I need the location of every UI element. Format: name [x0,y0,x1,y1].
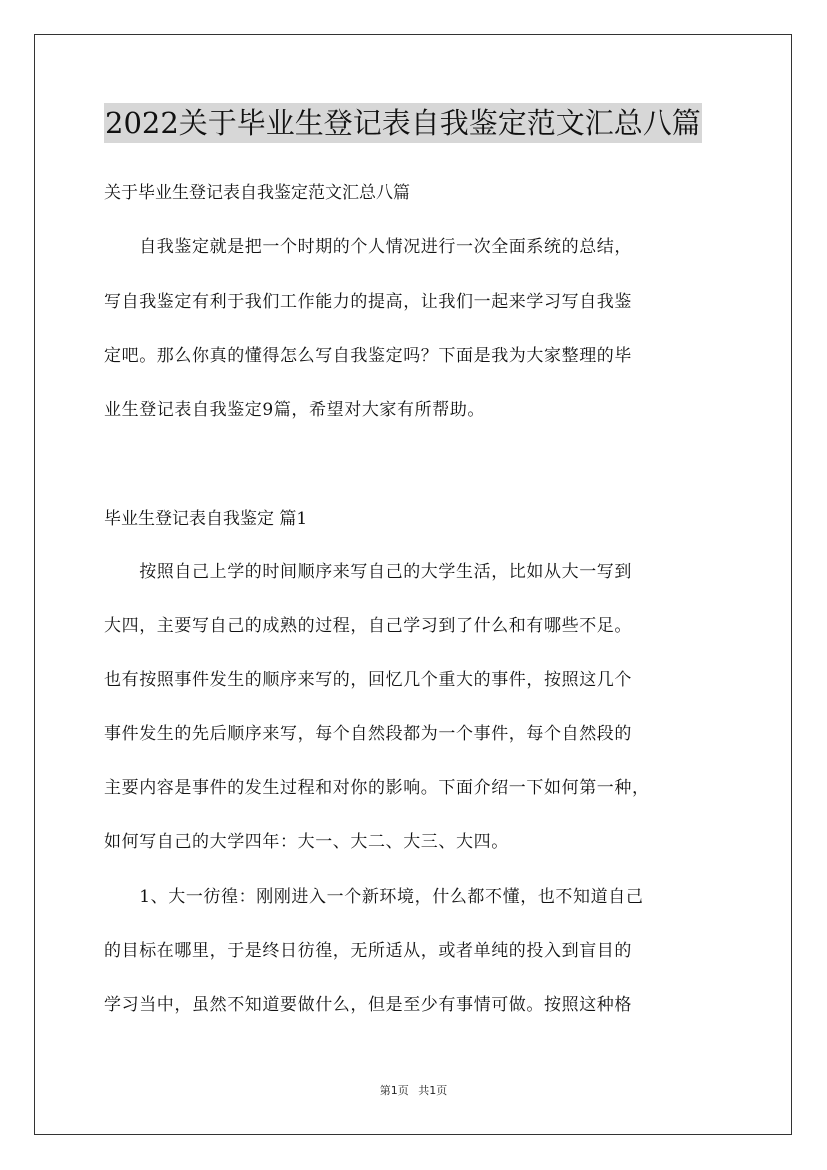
body-line: 学习当中，虽然不知道要做什么，但是至少有事情可做。按照这种格 [104,995,632,1015]
document-title: 2022关于毕业生登记表自我鉴定范文汇总八篇 [104,103,702,143]
document-subtitle: 关于毕业生登记表自我鉴定范文汇总八篇 [104,183,410,203]
body-line: 如何写自己的大学四年：大一、大二、大三、大四。 [104,832,509,852]
body-line: 按照自己上学的时间顺序来写自己的大学生活，比如从大一写到 [104,562,632,582]
body-line: 大四，主要写自己的成熟的过程，自己学习到了什么和有哪些不足。 [104,616,632,636]
intro-line: 自我鉴定就是把一个时期的个人情况进行一次全面系统的总结， [104,237,632,257]
page-footer [0,1083,827,1099]
intro-line: 写自我鉴定有利于我们工作能力的提高，让我们一起来学习写自我鉴 [104,292,632,312]
page-total: 共1页 [418,1084,448,1097]
body-line: 主要内容是事件的发生过程和对你的影响。下面介绍一下如何第一种， [104,778,650,798]
body-line: 的目标在哪里，于是终日彷徨，无所适从，或者单纯的投入到盲目的 [104,941,632,961]
intro-line: 定吧。那么你真的懂得怎么写自我鉴定吗？下面是我为大家整理的毕 [104,346,632,366]
section-heading: 毕业生登记表自我鉴定 篇1 [104,509,308,529]
body-line: 也有按照事件发生的顺序来写的，回忆几个重大的事件，按照这几个 [104,670,632,690]
intro-line: 业生登记表自我鉴定9篇，希望对大家有所帮助。 [104,400,486,420]
body-line: 1、大一彷徨：刚刚进入一个新环境，什么都不懂，也不知道自己 [104,887,644,907]
page-number: 第1页 [379,1084,409,1097]
body-line: 事件发生的先后顺序来写，每个自然段都为一个事件，每个自然段的 [104,724,632,744]
